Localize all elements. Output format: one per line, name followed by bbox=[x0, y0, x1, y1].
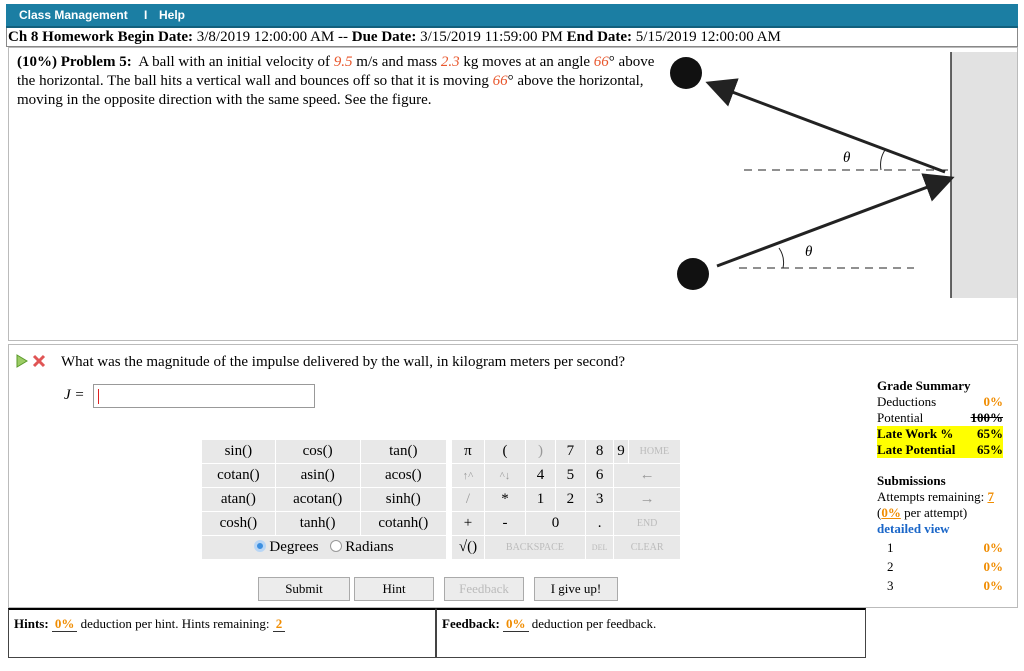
feedback-panel bbox=[436, 608, 866, 658]
submissions-title: Submissions bbox=[877, 473, 946, 488]
key-sqrt[interactable]: √() bbox=[452, 536, 485, 560]
late-potential-value: 65% bbox=[977, 442, 1003, 457]
feedback-label: Feedback: bbox=[442, 616, 500, 631]
incoming-velocity-arrow bbox=[717, 179, 949, 266]
feedback-button[interactable]: Feedback bbox=[444, 577, 524, 601]
key-backspace[interactable]: BACKSPACE bbox=[484, 536, 585, 560]
angle-value-1: 66 bbox=[593, 54, 609, 70]
key-cotanh[interactable]: cotanh() bbox=[360, 512, 446, 536]
number-keypad bbox=[451, 439, 681, 560]
potential-value: 100% bbox=[970, 410, 1003, 425]
deductions-label: Deductions bbox=[877, 394, 937, 409]
key-minus[interactable]: - bbox=[484, 512, 525, 536]
wall bbox=[951, 52, 1017, 298]
feedback-text: deduction per feedback. bbox=[531, 616, 657, 631]
problem-text-4: ° above the horizontal. The ball hits a vertical wall and bounces off so that it is moving bbox=[17, 54, 655, 89]
key-dot[interactable]: . bbox=[585, 512, 613, 536]
key-9[interactable]: 9 bbox=[614, 440, 629, 464]
radians-radio[interactable] bbox=[330, 540, 342, 552]
problem-weight: (10%) bbox=[17, 54, 57, 70]
ball-incoming bbox=[677, 258, 709, 290]
problem-panel bbox=[8, 47, 1018, 341]
key-cos[interactable]: cos() bbox=[275, 440, 360, 464]
text-caret bbox=[98, 389, 99, 404]
problem-text-3: kg moves at an angle bbox=[463, 54, 591, 70]
hints-label: Hints: bbox=[14, 616, 49, 631]
key-tan[interactable]: tan() bbox=[360, 440, 446, 464]
potential-row bbox=[877, 410, 1003, 426]
attempts-label: Attempts remaining: bbox=[877, 489, 985, 504]
potential-label: Potential bbox=[877, 410, 924, 425]
key-power-up[interactable]: ↑^ bbox=[452, 464, 485, 488]
key-asin[interactable]: asin() bbox=[275, 464, 360, 488]
key-end[interactable]: END bbox=[614, 512, 681, 536]
attempts-value: 7 bbox=[987, 489, 994, 504]
key-0[interactable]: 0 bbox=[526, 512, 586, 536]
key-6[interactable]: 6 bbox=[585, 464, 613, 488]
key-1[interactable]: 1 bbox=[526, 488, 556, 512]
end-date: 5/15/2019 12:00:00 AM bbox=[635, 29, 781, 45]
give-up-button[interactable]: I give up! bbox=[534, 577, 618, 601]
question-text: What was the magnitude of the impulse delivered by the wall, in kilogram meters per second? bbox=[61, 354, 625, 370]
key-atan[interactable]: atan() bbox=[202, 488, 276, 512]
question-panel bbox=[8, 344, 1018, 608]
class-management-link[interactable]: Class Management bbox=[19, 8, 128, 22]
problem-number: Problem 5: bbox=[60, 54, 132, 70]
play-icon bbox=[17, 355, 27, 367]
angle-mode-selector bbox=[202, 536, 447, 560]
top-nav-bar bbox=[6, 4, 1018, 28]
key-right-arrow[interactable]: → bbox=[614, 488, 681, 512]
key-left-arrow[interactable]: ← bbox=[614, 464, 681, 488]
late-work-label: Late Work % bbox=[877, 426, 954, 441]
late-potential-row bbox=[877, 442, 1003, 458]
nav-separator: I bbox=[144, 8, 148, 22]
problem-text-2: m/s and mass bbox=[356, 54, 438, 70]
theta-label-bottom: θ bbox=[805, 244, 813, 260]
date-separator: -- bbox=[338, 29, 348, 45]
answer-variable-label: J = bbox=[64, 387, 85, 403]
grade-summary-panel bbox=[877, 378, 1003, 594]
submit-button[interactable]: Submit bbox=[258, 577, 350, 601]
degrees-label: Degrees bbox=[269, 539, 319, 555]
key-rparen[interactable]: ) bbox=[526, 440, 556, 464]
key-acos[interactable]: acos() bbox=[360, 464, 446, 488]
key-cotan[interactable]: cotan() bbox=[202, 464, 276, 488]
mass-value: 2.3 bbox=[440, 54, 460, 70]
due-date: 3/15/2019 11:59:00 PM bbox=[420, 29, 563, 45]
radians-label: Radians bbox=[345, 539, 394, 555]
homework-title: Ch 8 Homework bbox=[8, 29, 114, 45]
key-pi[interactable]: π bbox=[452, 440, 485, 464]
key-home[interactable]: HOME bbox=[628, 440, 680, 464]
submission-number: 3 bbox=[887, 578, 894, 593]
key-plus[interactable]: + bbox=[452, 512, 485, 536]
function-keypad bbox=[201, 439, 447, 560]
key-5[interactable]: 5 bbox=[555, 464, 585, 488]
submission-pct: 0% bbox=[983, 540, 1003, 555]
problem-text-1: A ball with an initial velocity of bbox=[138, 54, 331, 70]
submission-pct: 0% bbox=[983, 559, 1003, 574]
homework-header bbox=[6, 28, 1018, 47]
hints-panel bbox=[8, 608, 436, 658]
key-7[interactable]: 7 bbox=[555, 440, 585, 464]
key-3[interactable]: 3 bbox=[585, 488, 613, 512]
help-link[interactable]: Help bbox=[159, 8, 186, 22]
detailed-view-link[interactable]: detailed view bbox=[877, 521, 950, 536]
key-acotan[interactable]: acotan() bbox=[275, 488, 360, 512]
deductions-row bbox=[877, 394, 1003, 410]
begin-date-label: Begin Date: bbox=[117, 29, 193, 45]
angle-value-2: 66 bbox=[492, 73, 508, 89]
hints-text: deduction per hint. Hints remaining: bbox=[80, 616, 270, 631]
due-date-label: Due Date: bbox=[351, 29, 417, 45]
submission-number: 2 bbox=[887, 559, 894, 574]
late-work-value: 65% bbox=[977, 426, 1003, 441]
key-power-down[interactable]: ^↓ bbox=[484, 464, 525, 488]
per-attempt-pct: 0% bbox=[881, 505, 901, 520]
key-sin[interactable]: sin() bbox=[202, 440, 276, 464]
outgoing-velocity-arrow bbox=[711, 84, 945, 172]
submission-number: 1 bbox=[887, 540, 894, 555]
key-lparen[interactable]: ( bbox=[484, 440, 525, 464]
attempts-remaining bbox=[877, 489, 1003, 505]
key-divide[interactable]: / bbox=[452, 488, 485, 512]
problem-statement bbox=[17, 53, 657, 110]
question-status-icons bbox=[15, 353, 49, 374]
ball-wall-figure bbox=[659, 52, 1019, 302]
incorrect-x-icon bbox=[34, 356, 44, 366]
hints-pct: 0% bbox=[52, 616, 78, 632]
submission-row bbox=[877, 559, 1003, 575]
feedback-pct: 0% bbox=[503, 616, 529, 632]
late-potential-label: Late Potential bbox=[877, 442, 956, 457]
per-attempt-line bbox=[877, 505, 1003, 521]
theta-label-top: θ bbox=[843, 150, 851, 166]
key-multiply[interactable]: * bbox=[484, 488, 525, 512]
key-cosh[interactable]: cosh() bbox=[202, 512, 276, 536]
ball-outgoing bbox=[670, 57, 702, 89]
answer-input[interactable] bbox=[93, 384, 315, 408]
open-paren: ( bbox=[877, 505, 882, 520]
submission-row bbox=[877, 578, 1003, 594]
hint-button[interactable]: Hint bbox=[354, 577, 434, 601]
key-2[interactable]: 2 bbox=[555, 488, 585, 512]
hints-remaining: 2 bbox=[273, 616, 286, 632]
late-work-row bbox=[877, 426, 1003, 442]
submission-row bbox=[877, 540, 1003, 556]
per-attempt-label: per attempt) bbox=[904, 505, 968, 520]
grade-summary-title: Grade Summary bbox=[877, 378, 971, 393]
key-del[interactable]: DEL bbox=[585, 536, 613, 560]
key-sinh[interactable]: sinh() bbox=[360, 488, 446, 512]
submission-pct: 0% bbox=[983, 578, 1003, 593]
begin-date: 3/8/2019 12:00:00 AM bbox=[196, 29, 335, 45]
degrees-radio[interactable] bbox=[254, 540, 266, 552]
key-tanh[interactable]: tanh() bbox=[275, 512, 360, 536]
deductions-value: 0% bbox=[983, 394, 1003, 409]
velocity-value: 9.5 bbox=[333, 54, 353, 70]
end-date-label: End Date: bbox=[566, 29, 633, 45]
key-8[interactable]: 8 bbox=[585, 440, 613, 464]
key-4[interactable]: 4 bbox=[526, 464, 556, 488]
key-clear[interactable]: CLEAR bbox=[614, 536, 681, 560]
problem-text-5: ° above the horizontal, moving in the opposite direction with the same speed. See the figure. bbox=[17, 73, 644, 108]
